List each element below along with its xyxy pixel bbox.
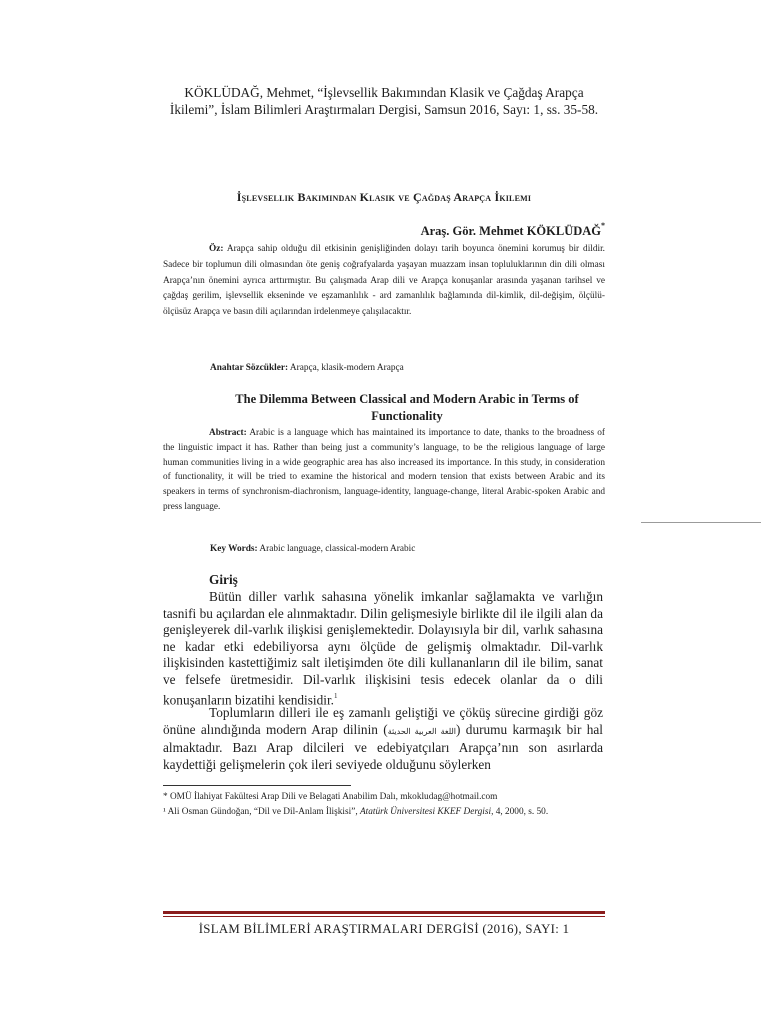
journal-footer: İSLAM BİLİMLERİ ARAŞTIRMALARI DERGİSİ (2016), SAYI: 1 bbox=[198, 922, 570, 936]
arabic-term: اللغة العربية الحديثة bbox=[387, 726, 457, 736]
keywords-turkish-label: Anahtar Sözcükler: bbox=[210, 363, 289, 373]
article-title-english: The Dilemma Between Classical and Modern Arabic in Terms of Functionality bbox=[235, 392, 579, 423]
footnote-ref-1[interactable]: 1 bbox=[333, 691, 338, 700]
author-name: Araş. Gör. Mehmet KÖKLÜDAĞ bbox=[420, 224, 601, 239]
abstract-english-label: Abstract: bbox=[209, 428, 247, 438]
article-title-turkish: İşlevsellik Bakımından Klasik ve Çağdaş Arapça İkilemi bbox=[236, 190, 532, 204]
body-paragraph-1 bbox=[163, 589, 603, 709]
author-footnote-marker[interactable]: * bbox=[601, 221, 605, 230]
keywords-turkish-text: Arapça, klasik-modern Arapça bbox=[289, 363, 404, 373]
footer-rule-thick bbox=[163, 911, 605, 914]
footnote-1-journal: Atatürk Üniversitesi KKEF Dergisi bbox=[359, 807, 492, 817]
paragraph-2-text-end: ) durumu karmaşık bir hal almaktadır. Bazı Arap dilcileri ve edebiyatçıları Arapça’nın son asırlarda kaydettiği gelişmelerin çok ileri seviyede olduğunu söylerken bbox=[163, 721, 603, 772]
keywords-turkish bbox=[210, 361, 404, 375]
citation-header: KÖKLÜDAĞ, Mehmet, “İşlevsellik Bakımından Klasik ve Çağdaş Arapça İkilemi”, İslam Bilimleri Araştırmaları Dergisi, Samsun 2016, Sayı: 1, ss. 35-58. bbox=[169, 85, 599, 117]
footer-rule-thin bbox=[163, 916, 605, 917]
abstract-turkish-text: Arapça sahip olduğu dil etkisinin genişliğinden dolayı tarih boyunca önemini korumuş bir dildir. Sadece bir toplumun dili olmasından öte geniş coğrafyalarda yaşayan muazzam insan topluluklarının din dili olması Arapça’nın önemini ayrıca arttırmıştır. Bu çalışmada Arap dili ve Arapça konuşanlar arasında yaşanan tarihsel ve çağdaş gerilim, işlevsellik ekseninde ve eşzamanlılık - ard zamanlılık bağlamında dil-kimlik, dil-değişim, ölçülü-ölçüsüz Arapça ve basın dili açılarından irdelenmeye çalışılacaktır. bbox=[163, 244, 606, 318]
footnote-1 bbox=[163, 806, 605, 820]
paragraph-2-text-start: Toplumların dilleri ile eş zamanlı geliştiği ve çöküş sürecine girdiği göz önüne alındığında modern Arap dilinin ( bbox=[163, 705, 603, 737]
body-paragraph-2 bbox=[163, 705, 603, 773]
footnote-1-text-end: , 4, 2000, s. 50. bbox=[491, 807, 549, 817]
paragraph-1-text: Bütün diller varlık sahasına yönelik imkanlar sağlamakta ve varlığın tasnifi bu açılardan ele alınmaktadır. Dilin gelişmesiyle birlikte dil ile ilgili alan da genişleyerek dil-varlık ilişkisi genişlemektedir. Dolayısıyla bir dil, varlık sahasına ne kadar etki edebiliyorsa aynı ölçüde de gelişmiş olmaktadır. Dil-varlık ilişkisinden kastettiğimiz salt iletişimden öte dili kullananların dil ile bilim, sanat ve felsefe üretmesidir. Dil-varlık ilişkisini tesis edecek olanlar da o dili konuşanların bizatihi kendisidir. bbox=[163, 589, 603, 707]
abstract-turkish-label: Öz: bbox=[209, 244, 224, 254]
abstract-turkish bbox=[163, 242, 605, 321]
section-heading: Giriş bbox=[209, 572, 238, 587]
abstract-english bbox=[163, 426, 605, 515]
keywords-english-text: Arabic language, classical-modern Arabic bbox=[259, 544, 416, 554]
footnote-author: * OMÜ İlahiyat Fakültesi Arap Dili ve Belagati Anabilim Dalı, mkokludag@hotmail.com bbox=[163, 792, 498, 802]
footnote-1-text-start: ¹ Ali Osman Gündoğan, “Dil ve Dil-Anlam İlişkisi”, bbox=[163, 807, 360, 817]
margin-divider bbox=[641, 522, 761, 523]
abstract-english-text: Arabic is a language which has maintained its importance to date, thanks to the broadness of the linguistic impact it has. Rather than being just a community’s language, to be the religious language of large human communities living in a wide geographic area has also increased its importance. In this study, in consideration of functionality, it will be tried to examine the historical and modern tension that exists between Arabic and its speakers in terms of synchronism-diachronism, language-identity, language-change, literal Arabic-spoken Arabic and press language. bbox=[163, 428, 606, 512]
keywords-english-label: Key Words: bbox=[210, 544, 258, 554]
keywords-english bbox=[210, 542, 415, 556]
author-line bbox=[421, 223, 605, 239]
footnote-divider bbox=[163, 785, 351, 786]
